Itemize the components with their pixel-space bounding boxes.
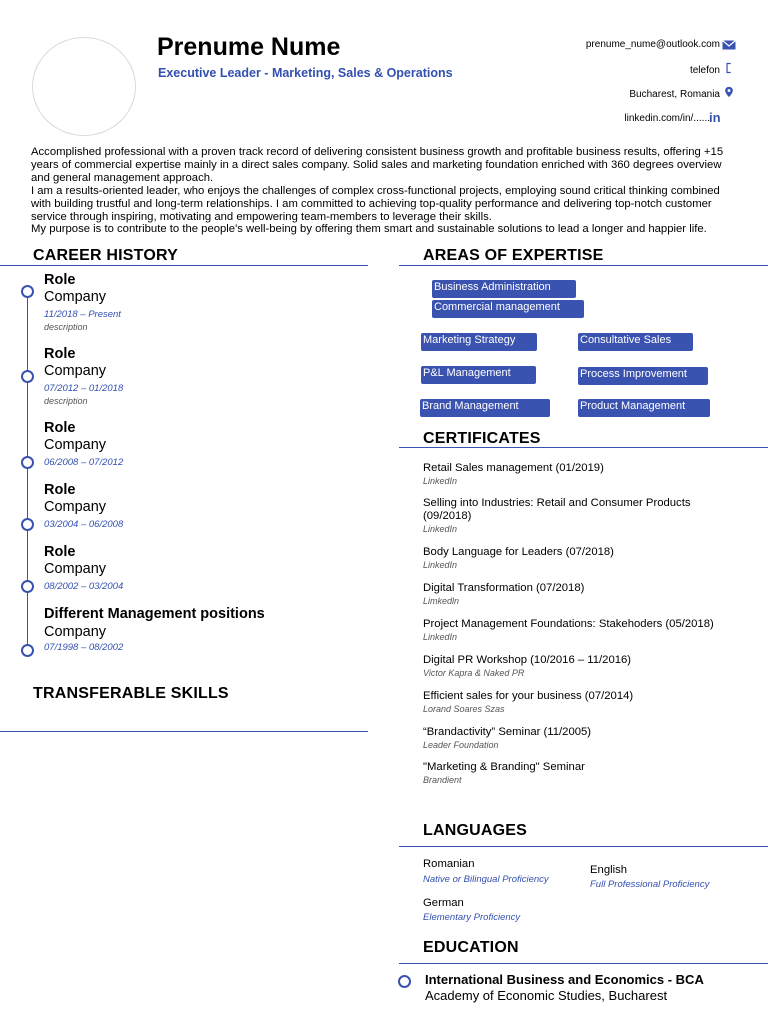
job-role: Role [44,544,76,560]
certificate-source: LinkedIn [423,560,458,570]
job-description: description [44,396,88,406]
profile-photo [32,37,136,136]
career-history-heading: CAREER HISTORY [33,247,179,264]
timeline-line [27,290,28,651]
certificate-title: Digital PR Workshop (10/2016 – 11/2016) [423,654,632,666]
language-level: Elementary Proficiency [423,912,521,923]
summary-paragraph: Accomplished professional with a proven track record of delivering consistent business growth and profitable business results, offering +15 years of commercial expertise mainly in a direct sales company. Solid sales and marketing foundation enriched with 360 degrees overview and general management approach. [31,146,724,184]
timeline-dot [21,285,34,298]
location-text: Bucharest, Romania [629,89,720,100]
areas-of-expertise-heading: AREAS OF EXPERTISE [423,247,604,264]
job-company: Company [44,437,107,453]
language-level: Full Professional Proficiency [590,879,710,890]
section-divider [399,447,768,448]
job-company: Company [44,363,107,379]
education-school: Academy of Economic Studies, Bucharest [425,988,668,1003]
job-role: Role [44,346,76,362]
summary-paragraph: I am a results-oriented leader, who enjoys the challenges of complex cross-functional projects, employing sound critical thinking combined with building trustful and long-term relationships. I am committed to achieving top-quality performance and delivering top-notch customer service through inspiring, motivating and empowering team-members to leverage their skills. [31,184,720,223]
phone-icon [722,62,736,74]
summary-paragraph: My purpose is to contribute to the people's well-being by offering them smart and sustainable solutions to lead a longer and happier life. [31,223,707,236]
job-dates: 07/1998 – 08/2002 [44,642,124,653]
timeline-dot [21,580,34,593]
expertise-tag: Business Administration [432,280,576,298]
expertise-tag: Product Management [578,399,710,417]
job-dates: 08/2002 – 03/2004 [44,581,124,592]
job-role: Different Management positions [44,606,265,622]
language-level: Native or Bilingual Proficiency [423,874,549,885]
timeline-dot [21,456,34,469]
certificate-source: Brandient [423,775,462,785]
expertise-tag: Brand Management [420,399,550,417]
section-divider [0,265,368,266]
certificate-source: Lorand Soares Szas [423,704,505,714]
certificate-source: Victor Kapra & Naked PR [423,668,525,678]
location-pin-icon [722,86,736,98]
expertise-tag: Process Improvement [578,367,708,385]
section-divider [399,963,768,964]
certificate-source: LinkedIn [423,524,458,534]
transferable-skills-heading: TRANSFERABLE SKILLS [33,685,229,702]
job-company: Company [44,499,107,515]
job-role: Role [44,420,76,436]
job-dates: 11/2018 – Present [44,309,121,320]
job-dates: 03/2004 – 06/2008 [44,519,124,530]
timeline-dot [21,644,34,657]
certificate-source: LinkedIn [423,632,458,642]
professional-summary [31,146,731,236]
phone-text[interactable]: telefon [689,65,720,76]
certificate-title: "Marketing & Branding" Seminar [423,761,585,773]
certificate-title: Efficient sales for your business (07/2014) [423,690,634,702]
certificate-title: Retail Sales management (01/2019) [423,462,604,474]
job-company: Company [44,624,107,640]
language-name: Romanian [423,858,475,870]
job-description: description [44,322,88,332]
job-dates: 06/2008 – 07/2012 [44,457,124,468]
candidate-headline: Executive Leader - Marketing, Sales & Operations [158,66,453,80]
email-text[interactable]: prenume_nume@outlook.com [585,39,720,50]
timeline-dot [21,370,34,383]
expertise-tag: Consultative Sales [578,333,693,351]
certificate-title: Body Language for Leaders (07/2018) [423,546,614,558]
linkedin-icon[interactable]: in [709,110,721,125]
job-role: Role [44,272,76,288]
expertise-tag: P&L Management [421,366,536,384]
certificates-heading: CERTIFICATES [423,430,541,447]
languages-heading: LANGUAGES [423,822,528,839]
section-divider [399,265,768,266]
job-dates: 07/2012 – 01/2018 [44,383,124,394]
job-role: Role [44,482,76,498]
linkedin-text[interactable]: linkedin.com/in/...... [624,113,710,124]
certificate-source: Leader Foundation [423,740,499,750]
candidate-name: Prenume Nume [157,33,341,61]
envelope-icon [722,39,736,51]
job-company: Company [44,561,107,577]
certificate-source: Limkedln [423,596,460,606]
expertise-tag: Commercial management [432,300,584,318]
language-name: German [423,897,464,909]
section-divider [0,731,368,732]
section-divider [399,846,768,847]
certificate-source: LinkedIn [423,476,458,486]
certificate-title: Digital Transformation (07/2018) [423,582,585,594]
certificate-title: Selling into Industries: Retail and Consumer Products (09/2018) [423,497,691,522]
job-company: Company [44,289,107,305]
education-degree: International Business and Economics - BCA [425,972,704,987]
education-heading: EDUCATION [423,939,519,956]
timeline-dot [21,518,34,531]
timeline-dot [398,975,411,988]
language-name: English [590,864,628,876]
certificate-title: “Brandactivity” Seminar (11/2005) [423,726,592,738]
expertise-tag: Marketing Strategy [421,333,537,351]
certificate-title: Project Management Foundations: Stakehoders (05/2018) [423,618,714,630]
